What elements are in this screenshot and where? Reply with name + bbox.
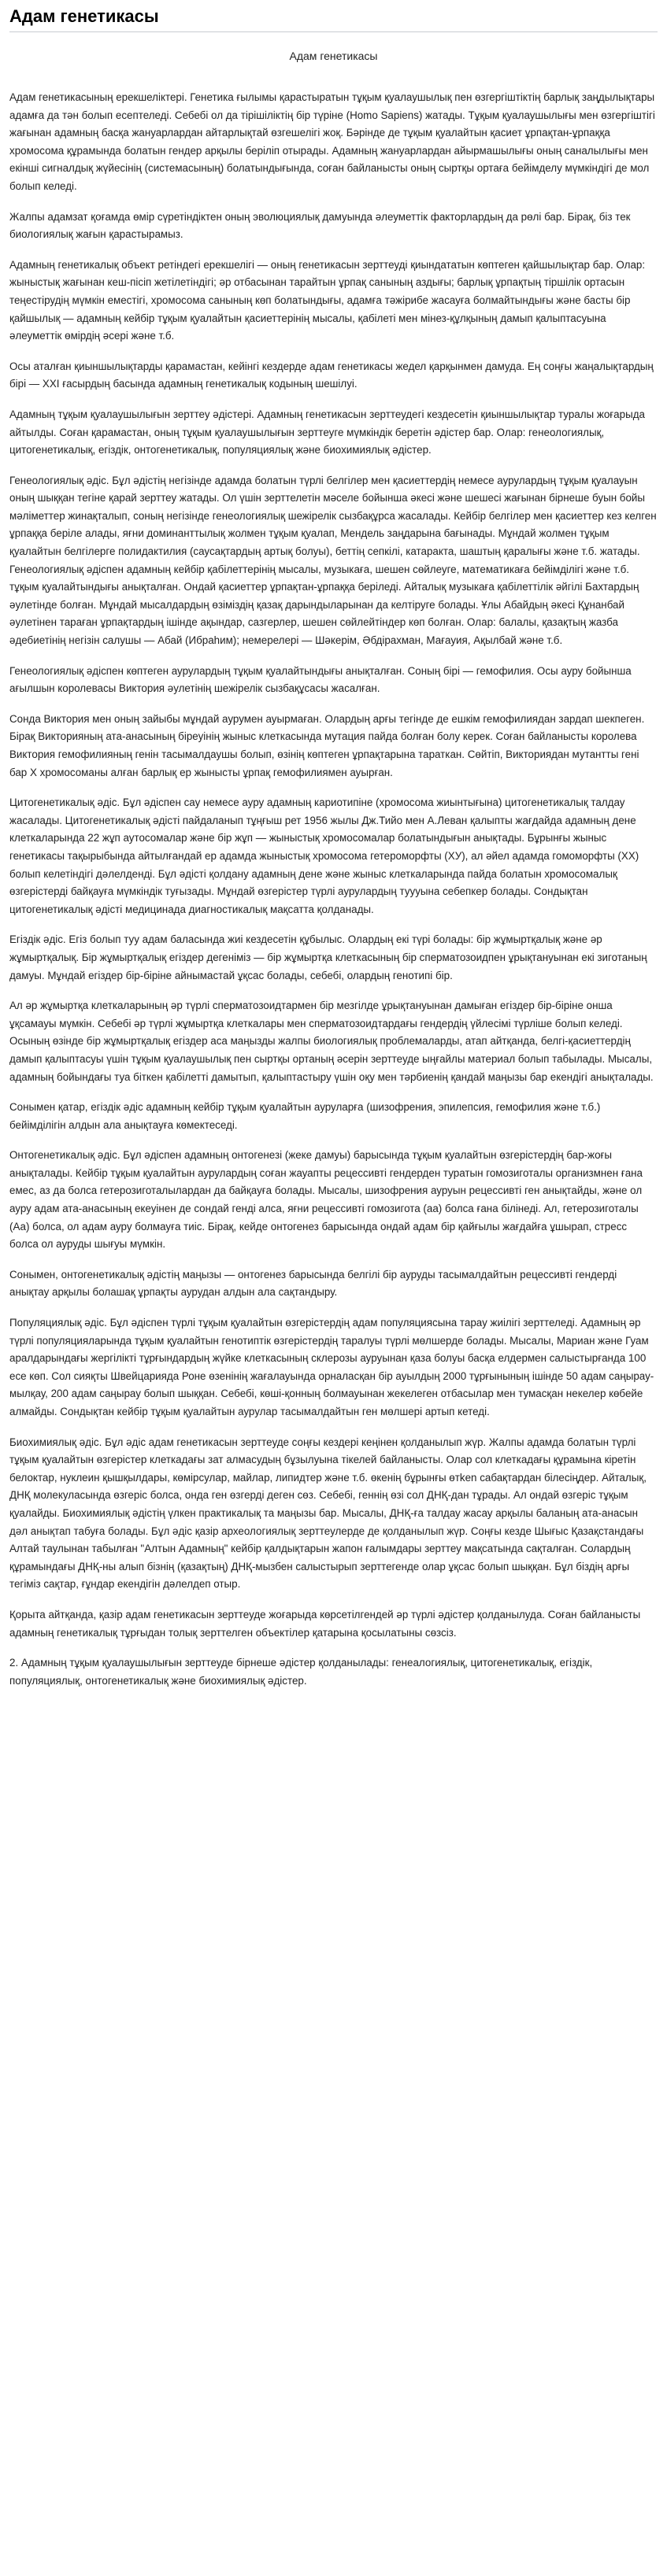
paragraph: Қорыта айтқанда, қазір адам генетикасын зерттеуде жоғарыда көрсетілгендей әр түрлі әдістер қолданылуда. Соған байланысты адамның генетикалық тұрғыдан толық зерттелген объектілер қатарына қосылатыны сөзсіз.: [9, 1608, 641, 1639]
paragraph: Онтогенетикалық әдіс. Бұл әдіспен адамның онтогенезі (жеке дамуы) барысында тұқым қуалайтын өзгерістердің бар-жоғы анықталады. Кейбір тұқым қуалайтын аурулардың соған жауапты рецессивті гендерден туратын гомозиготалы организмнен ғана емес, аз да болса гетерозиготалылардан да байқауға болады. Мысалы, шизофрения ауруын рецессивті ген анықтайды, және ол ауру адам ата-анасының екеуінен де сондай гендi алса, яғни рецессивті гомозигота (аа) болса ғана білінеді. Ал, гетерозиготалы (Аа) болса, ол адам ауру болмауға тиіс. Бірақ, кейде онтогенез барысында ондай адам бір қайғылы жағдайға ұшырап, стресс болса ол ауруды шығуы мүмкін.: [9, 1149, 643, 1251]
paragraph: Биохимиялық әдіс. Бұл әдіс адам генетикасын зерттеуде соңғы кездері кеңінен қолданылып жүр. Жалпы адамда болатын түрлі тұқым қуалайтын өзгерістер клеткадағы зат алмасудың бұзылуына тікелей байланысты. Олар сол клеткадағы құрамына кіретін белоктар, нуклеин қышқылдары, көмірсулар, майлар, липидтер және т.б. өкенің бұрынғы өтken сабақтардан білесіңдер. Айталық, ДНҚ молекуласында өзгеріс болса, онда ген өзгерді деген сөз. Себебі, геннің өзі сол ДНҚ-дан тұрады. Ал ондай өзгеріс тұқым қуалайды. Биохимиялық әдістің үлкен практикалық та маңызы бар. Мысалы, ДНҚ-ға талдау жасау арқылы баланың ата-анасын дәл анықтап табуға болады. Бұл әдіс қазір археологиялық зерттеулерде де қолданылып жүр. Соңғы кезде Шығыс Қазақстандағы Алтай таулынан табылған "Алтын Адамның" кейбір қалдықтарын жапон ғалымдары зерттеу мақсатында сақталған. Солардың құрамындағы ДНҚ-ны алып бізнің (қазақтың) ДНҚ-мызбен салыстырып зерттегенде олар ұқсас болып шыққан. Бұл біздің арғы тегіміз сақтар, ғұндар екендігін дәлелдеп отыр.: [9, 1436, 647, 1591]
paragraph: Сонымен қатар, егіздік әдіс адамның кейбір тұқым қуалайтын ауруларға (шизофрения, эпилепсия, гемофилия және т.б.) бейімділігін алдын ала анықтауға көмектеседі.: [9, 1101, 601, 1131]
document-body: [9, 89, 658, 1690]
document-subtitle: Адам генетикасы: [289, 50, 378, 62]
paragraph: 2. Адамның тұқым қуалаушылығын зерттеуде бірнеше әдістер қолданылады: генеалогиялық, цитогенетикалық, егіздік, популяциялық, онтогенетикалық және биохимиялық әдістер.: [9, 1657, 593, 1687]
paragraph: Осы аталған қиыншылықтарды қарамастан, кейінгі кездерде адам генетикасы жедел қарқынмен дамуда. Ең соңғы жаңалықтардың бірі — XXI ғасырдың басында адамның генетикалық кодының шешілуі.: [9, 360, 654, 390]
paragraph: Ал әр жұмыртқа клеткаларының әр түрлі сперматозоидтармен бір мезгілде ұрықтануынан дамыған егіздер бір-біріне онша ұқсамауы мүмкін. Себебі әр түрлі жұмыртқа клеткалары мен сперматозоидтардағы гендердің үйлесімі түрліше болып келеді. Осының өзінде бір жұмыртқалық егіздер аса маңызды жалпы биологиялық проблемаларды, атап айтқанда, белгі-қасиеттердің дамып қалыптасуы үшін тұқым қуалаушылық пен сыртқы ортаның әсерін зерттеуде ыңғайлы материал болып табылады. Мысалы, адамның бойындағы туа біткен қабілетті дамытып, қалыптастыру үшін оқу мен тәрбиенің қандай маңызы бар екендігі анықталады.: [9, 1000, 654, 1083]
paragraph: Генеологиялық әдіс. Бұл әдістің негізінде адамда болатын түрлі белгілер мен қасиеттердің немесе аурулардың тұқым қуалауын оның шыққан тегіне қарай зерттеу жатады. Ол үшін зерттелетін мәселе бойынша әкесі және шешесі жағынан бірнеше буын бойы мәліметтер жинақталып, соның негізінде генеологиялық шежірелік сызбақұрса жасалады. Кейбір белгілер мен қасиеттер кез келген ұрпаққа беріле алады, яғни доминанттылық жолмен тұқым қуалап, Мендель заңдарына бағынады. Мұндай жолмен тұқым қуалайтын белгілерге полидактилия (саусақтардың артық болуы), беттің сепкілі, катаракта, шаштың қаралығы және т.б. жатады. Генеологиялық әдіспен адамның кейбір қабілеттерінің мысалы, музыкаға, шешен сөйлеуге, математикаға бейімділігі және т.б. тұқым қуалайтындығы анықталған. Ондай қасиеттер ұрпақтан-ұрпаққа беріледі. Айталық музыкаға қабілеттілік әйгілі Бахтардың әулетінде болған. Мұндай мысалдардың өзіміздің қазақ дарындыларынан да келтіруге болады. Ұлы Абайдың әкесі Құнанбай әулетінен тараған ұрпақтардың ішінде ақындар, сазгерлер, шешен сөйлейтіндер көп болған. Олар: балалы, қазақтың жазба әдебиетінің негізін салушы — Абай (Ибраһим); немерелері — Шәкерім, Әбдірахман, Мағауия, Ақылбай және т.б.: [9, 474, 657, 647]
paragraph: Популяциялық әдіс. Бұл әдіспен түрлі тұқым қуалайтын өзгерістердің адам популяциясына тарау жиілігі зерттеледі. Адамның әр түрлі популяцияларында тұқым қуалайтын генотиптік өзгерістердің таралуы түрлі мөлшерде болады. Мысалы, Мариан және Гуам аралдарындағы жергілікті тұрғындардың жүйке клеткасының склерозы ауруынан қаза болуы басқа елдермен салыстырғанда 100 есе көп. Сол сияқты Швейцарияда Роне өзенінің жағалауында орналасқан бір ауылдың 2000 тұрғынының ішінде 50 адам саңырау-мылқау, 200 адам саңырау болып шыққан. Себебі, көші-қонның болмауынан жекелеген отбасылар мен тумасқан некелер көбейе алмайды. Сондықтан кейбір тұқым қуалайтын аурулар тасымалдайтын ген мөлшері артып кетеді.: [9, 1317, 654, 1417]
paragraph: Сонда Виктория мен оның зайыбы мұндай аурумен ауырмаған. Олардың арғы тегінде де ешкім гемофилиядан зардап шекпеген. Бірақ Викторияның ата-анасының біреуінің жыныс клеткасында мутация пайда болған болу керек. Соған байланысты королева Виктория гемофилияның генін тасымалдаушы болып, өзінің көптеген ұрпақтарына тараткан. Сөйтіп, Викториядан мутантты гені бар Х хромосоманы алған барлық ер жынысты ұрпақ гемофилиямен ауырған.: [9, 712, 645, 778]
paragraph: Жалпы адамзат қоғамда өмір сүретіндіктен оның эволюциялық дамуында әлеуметтік факторлардың да рөлі бар. Бірақ, біз тек биологиялық жағын қарастырамыз.: [9, 210, 631, 241]
paragraph: Сонымен, онтогенетикалық әдістің маңызы — онтогенез барысында белгілі бір ауруды тасымалдайтын рецессивті гендерді анықтау арқылы болашақ ұрпақты аурудан алдын ала сақтандыру.: [9, 1268, 617, 1299]
paragraph: Адамның тұқым қуалаушылығын зерттеу әдістері. Адамның генетикасын зерттеудегі кездесетін қиыншылықтар туралы жоғарыда айтылды. Соған қарамастан, оның тұқым қуалаушылығын зерттеуге мүмкіндік беретін әдістер бар. Олар: генеологиялық, цитогенетикалық, егіздік, онтогенетикалық, популяциялық және биохимиялық әдістер.: [9, 408, 645, 456]
paragraph: Адамның генетикалық объект ретіндегі ерекшелігі — оның генетикасын зерттеуді қиындататын көптеген қайшылықтар бар. Олар: жыныстық жағынан кеш-пісіп жетілетіндігі; әр отбасынан тарайтын ұрпақ санының аздығы; барлық ұрпақтың тіршілік ортасын теңестірудің мүмкін еместігі, хромосома санының көп болатындығы, адамға тәжірибе жасауға болмайтындығы және басты бір қайшылық — адамның кейбір тұқым қуалайтын қасиеттерінің мысалы, қабілеті мен мінез-құлқының дамып қалыптасуына әлеуметтік өмірдің әсері және т.б.: [9, 258, 646, 342]
paragraph: Генеологиялық әдіспен көптеген аурулардың тұқым қуалайтындығы анықталған. Соның бірі — гемофилия. Осы ауру бойынша ағылшын королевасы Виктория әулетінің шежірелік сызбақұсасы жасалған.: [9, 664, 632, 695]
paragraph: Цитогенетикалық әдіс. Бұл әдіспен сау немесе ауру адамның кариотипіне (хромосома жиынтығына) цитогенетикалық талдау жасалады. Цитогенетикалық әдісті пайдаланып тұңғыш рет 1956 жылы Дж.Тийо мен А.Леван қалыпты жағдайда адамның дене клеткаларында 22 жұп аутосомалар және бір жұп — жыныстық хромосомалар болатындығын анықтады. Бұрынғы жыныс генетикасы тақырыбында айтылғандай ер адамда жыныстық хромосома гетероморфты (ХУ), ал әйел адамда гомоморфты (ХХ) болып келетіндігі дәлелденді. Бұл әдісті қолдану адамның дене және жыныс клеткаларында пайда болатын хромосомалық өзгерістерді байқауға мүмкіндік туғызады. Мұндай өзгерістер түрлі аурулардың туууына себепкер болады. Сондықтан цитогенетикалық әдісті медицинада диагностикалық мақсатта қолданады.: [9, 796, 639, 915]
paragraph: Егіздік әдіс. Егіз болып туу адам баласында жиі кездесетін құбылыс. Олардың екі түрі болады: бір жұмыртқалық және әр жұмыртқалық. Бір жұмыртқалық егіздер дегеніміз — бір жұмыртқа клеткасының бір сперматозоидпен ұрықтануынан екі зиготаның дамуы. Мұндай егіздер бір-біріне айнымастай ұқсас болады, себебі, олардың генотипі бір.: [9, 933, 647, 981]
page-title: Адам генетикасы: [9, 6, 658, 32]
paragraph: Адам генетикасының ерекшеліктері. Генетика ғылымы қарастыратын тұқым қуалаушылық пен өзгергіштіктің барлық заңдылықтары адамға да тән болып есептеледі. Себебі ол да тірішіліктің бір түріне (Homo Sapiens) жатады. Тұқым қуалаушылығы мен өзгергіштігі жағынан адамның басқа жануарлардан айтарлықтай өзгешелігі жоқ. Бәрінде де тұқым қуалайтын қасиет ұрпақтан-ұрпаққа хромосома құрамында болатын гендер арқылы беріліп отырады. Адамның жануарлардан айырмашылығы оның саналылығы мен екінші сигналдық жүйесінің (системасының) болатындығында, соған байланысты оның сыртқы ортаға бейімделу мүмкіндігі де мол болып келеді.: [9, 91, 655, 192]
